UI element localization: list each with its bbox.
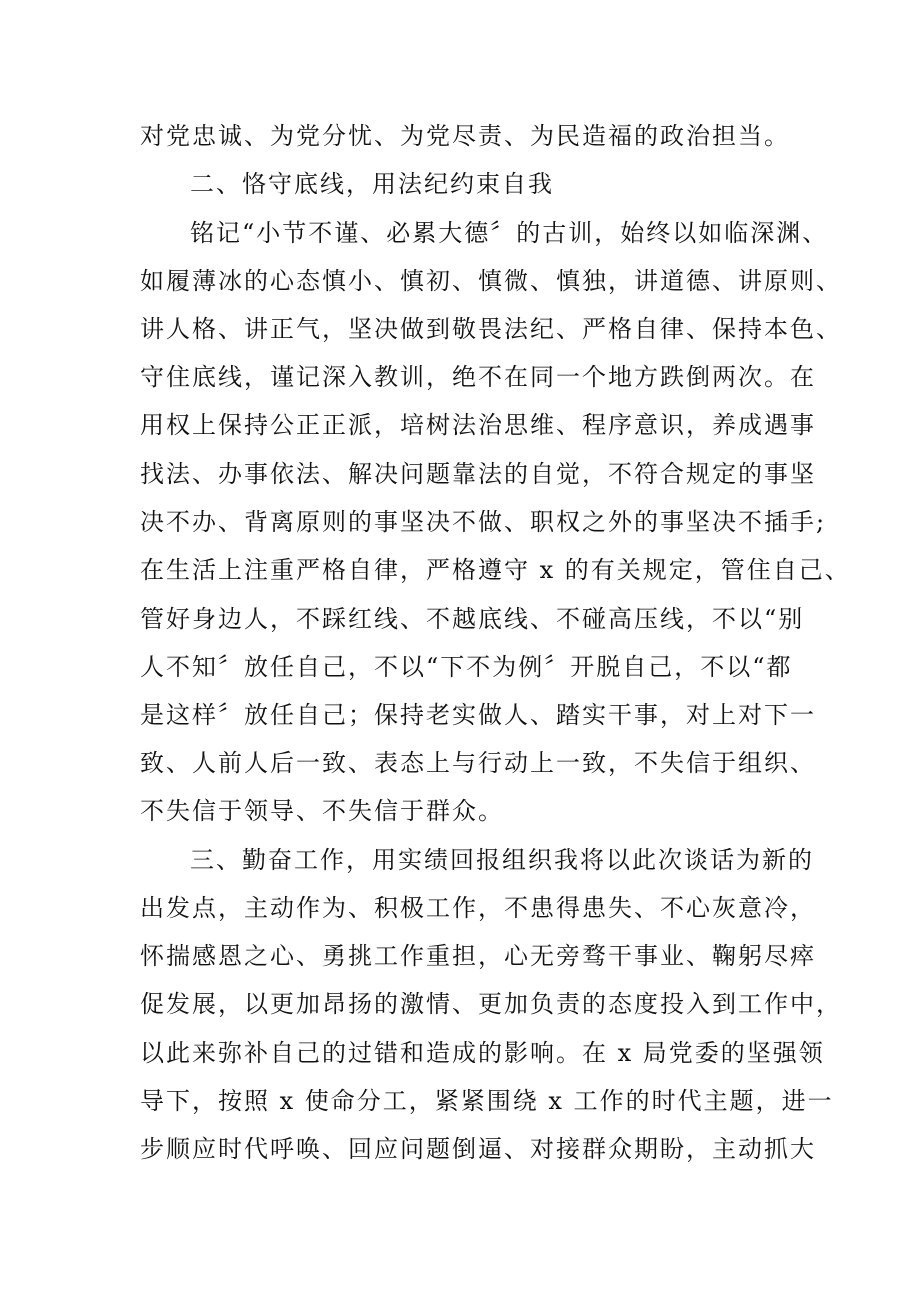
text-line: 以此来弥补自己的过错和造成的影响。在 x 局党委的坚强领 <box>140 1039 825 1067</box>
text-line: 是这样〞放任自己；保持老实做人、踏实干事，对上对下一 <box>140 701 816 729</box>
text-line: 找法、办事依法、解决问题靠法的自觉，不符合规定的事坚 <box>140 460 816 488</box>
text-line: 如履薄冰的心态慎小、慎初、慎微、慎独，讲道德、讲原则、 <box>140 267 842 295</box>
text-line: 促发展，以更加昂扬的激情、更加负责的态度投入到工作中， <box>140 990 842 1018</box>
text-line: 守住底线，谨记深入教训，绝不在同一个地方跌倒两次。在 <box>140 363 816 391</box>
text-line: 导下，按照 x 使命分工，紧紧围绕 x 工作的时代主题，进一 <box>140 1087 834 1115</box>
text-line: 决不办、背离原则的事坚决不做、职权之外的事坚决不插手; <box>140 508 827 536</box>
text-line: 致、人前人后一致、表态上与行动上一致，不失信于组织、 <box>140 749 816 777</box>
text-line: 管好身边人，不踩红线、不越底线、不碰高压线，不以“别 <box>140 605 805 633</box>
section-heading: 三、勤奋工作，用实绩回报组织我将以此次谈话为新的 <box>190 846 814 874</box>
text-line: 人不知〞放任自己，不以“下不为例〞开脱自己，不以“都 <box>140 653 793 681</box>
text-line: 步顺应时代呼唤、回应问题倒逼、对接群众期盼，主动抓大 <box>140 1135 816 1163</box>
text-line: 不失信于领导、不失信于群众。 <box>140 797 504 825</box>
text-line: 出发点，主动作为、积极工作，不患得患失、不心灰意冷， <box>140 894 816 922</box>
text-line: 对党忠诚、为党分忧、为党尽责、为民造福的政治担当。 <box>140 122 790 150</box>
section-heading: 二、恪守底线，用法纪约束自我 <box>190 170 554 198</box>
text-line: 讲人格、讲正气，坚决做到敬畏法纪、严格自律、保持本色、 <box>140 315 842 343</box>
text-line: 用权上保持公正正派，培树法治思维、程序意识，养成遇事 <box>140 411 816 439</box>
text-line: 怀揣感恩之心、勇挑工作重担，心无旁骛干事业、鞠躬尽瘁 <box>140 942 816 970</box>
text-line: 铭记“小节不谨、必累大德〞的古训，始终以如临深渊、 <box>190 219 829 247</box>
text-line: 在生活上注重严格自律，严格遵守 x 的有关规定，管住自己、 <box>140 556 851 584</box>
